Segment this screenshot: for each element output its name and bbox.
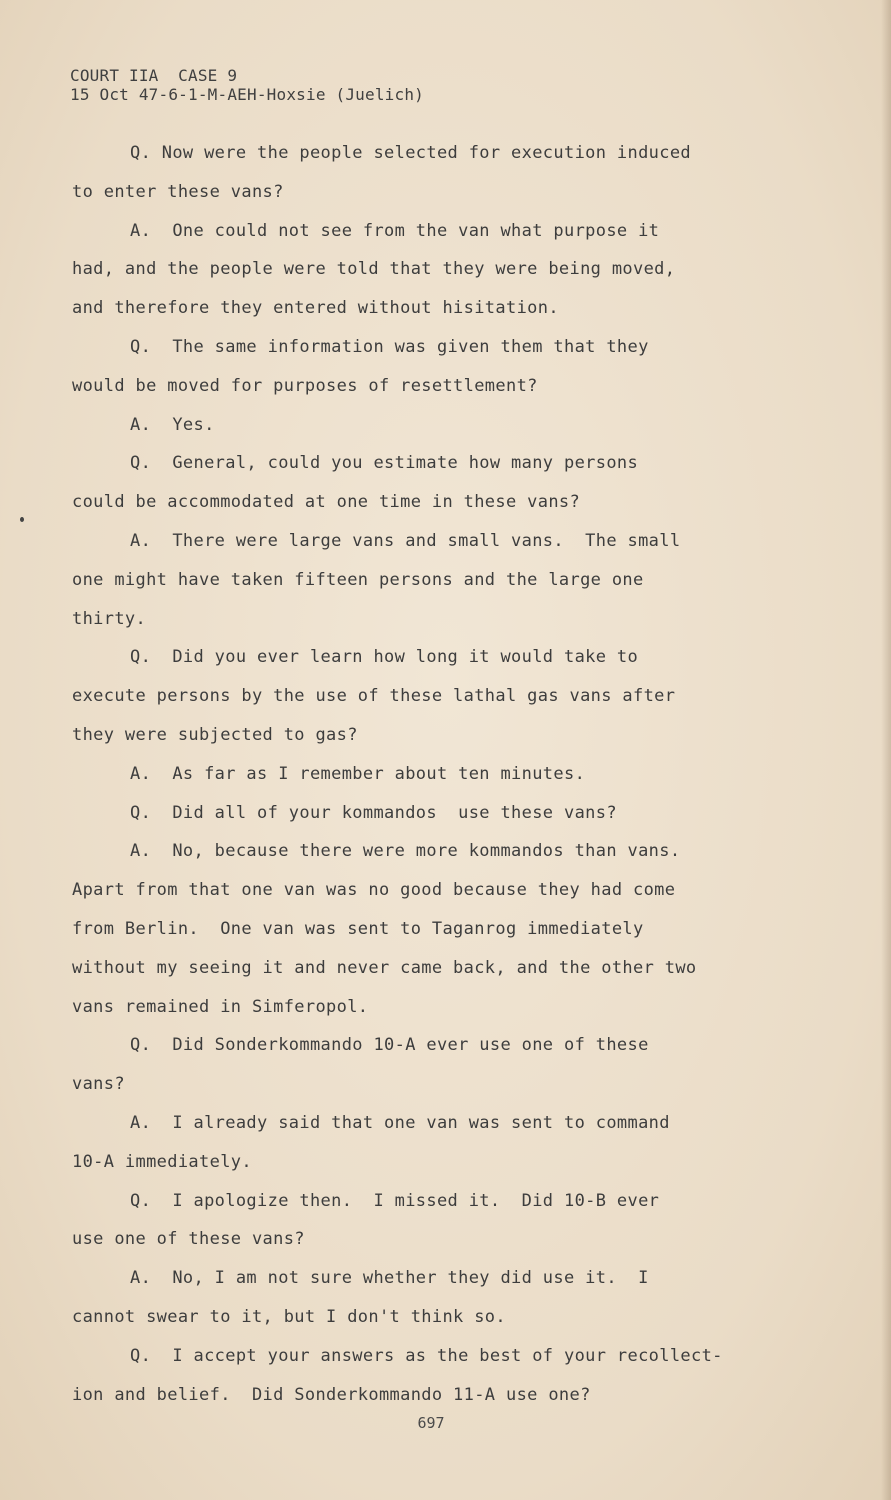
transcript-line: Q. General, could you estimate how many persons (130, 453, 639, 474)
transcript-line: A. No, I am not sure whether they did use it. I (130, 1268, 649, 1289)
transcript-line: A. No, because there were more kommandos than vans. (130, 841, 681, 862)
transcript-line: A. Yes. (130, 414, 215, 435)
ink-speck (20, 517, 24, 522)
transcript-line: to enter these vans? (72, 181, 284, 202)
header-date-reference: 15 Oct 47-6-1-M-AEH-Hoxsie (Juelich) (70, 85, 424, 104)
transcript-line: A. One could not see from the van what purpose it (130, 220, 660, 241)
transcript-line: use one of these vans? (72, 1229, 305, 1250)
transcript-line: 10-A immediately. (72, 1151, 252, 1172)
transcript-line: A. There were large vans and small vans. The small (130, 530, 681, 551)
transcript-line: A. As far as I remember about ten minutes. (130, 763, 586, 784)
page-number: 697 (417, 1414, 445, 1432)
transcript-line: execute persons by the use of these lathal gas vans after (72, 686, 676, 707)
transcript-line: from Berlin. One van was sent to Taganrog immediately (72, 918, 644, 939)
transcript-line: had, and the people were told that they were being moved, (72, 259, 676, 280)
transcript-body (72, 134, 792, 1414)
transcript-line: Q. The same information was given them that they (130, 336, 649, 357)
transcript-line: Q. I accept your answers as the best of your recollect- (130, 1345, 723, 1366)
transcript-line: and therefore they entered without hisitation. (72, 298, 559, 319)
transcript-line: could be accommodated at one time in these vans? (72, 492, 581, 513)
transcript-line: Q. I apologize then. I missed it. Did 10-B ever (130, 1190, 660, 1211)
transcript-line: Apart from that one van was no good because they had come (72, 880, 676, 901)
transcript-line: Q. Now were the people selected for execution induced (130, 143, 691, 163)
transcript-line: Q. Did you ever learn how long it would take to (130, 647, 639, 668)
page-edge-shadow (881, 0, 891, 1500)
transcript-line: one might have taken fifteen persons and the large one (72, 569, 644, 590)
transcript-line: A. I already said that one van was sent to command (130, 1112, 670, 1133)
transcript-line: they were subjected to gas? (72, 724, 358, 745)
transcript-line: cannot swear to it, but I don't think so. (72, 1306, 506, 1327)
transcript-line: would be moved for purposes of resettlement? (72, 375, 538, 396)
transcript-line: vans remained in Simferopol. (72, 996, 369, 1017)
transcript-line: ion and belief. Did Sonderkommando 11-A use one? (72, 1384, 591, 1405)
header-court-case: COURT IIA CASE 9 (70, 66, 238, 85)
transcript-line: vans? (72, 1074, 125, 1095)
transcript-line: Q. Did all of your kommandos use these vans? (130, 802, 617, 823)
transcript-line: Q. Did Sonderkommando 10-A ever use one of these (130, 1035, 649, 1056)
transcript-line: without my seeing it and never came back, and the other two (72, 957, 697, 978)
transcript-line: thirty. (72, 608, 147, 629)
document-header (70, 66, 424, 104)
